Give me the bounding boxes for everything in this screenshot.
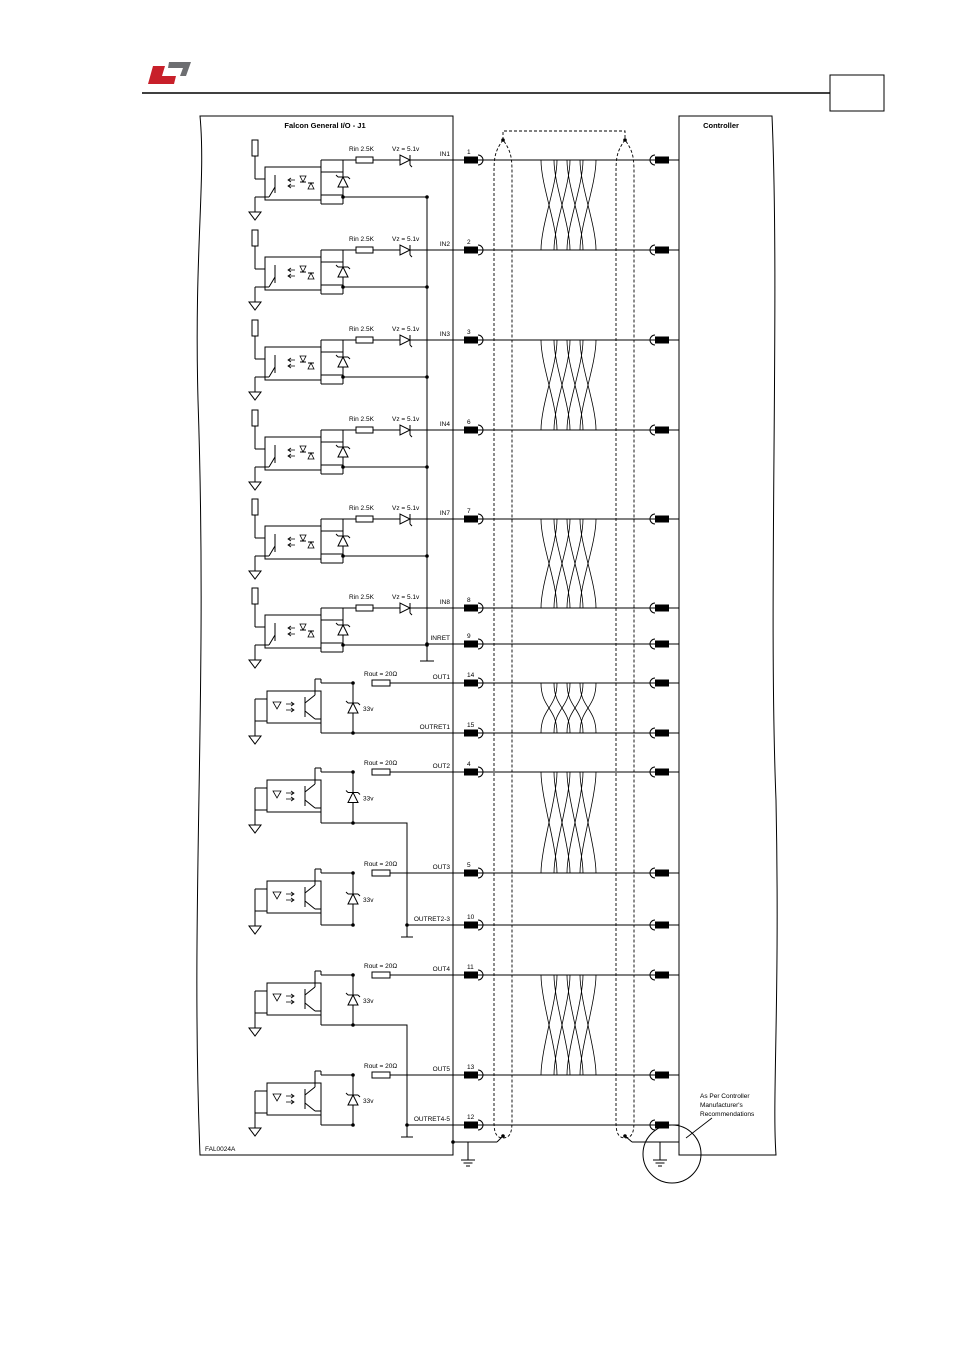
input-channel-6 [249,588,679,668]
connector-pin [464,680,478,687]
connector-pin [464,427,478,434]
connector-pin [464,972,478,979]
controller-pin [655,337,669,344]
return-channel-3 [407,1114,679,1130]
controller-pin [655,922,669,929]
signal-label: OUT3 [432,864,450,871]
falcon-panel-outline [197,116,453,1155]
pin-number: 6 [467,419,471,426]
signal-label: IN1 [439,151,450,158]
optocoupler [267,1083,321,1115]
pullup-resistor [252,499,258,515]
vz-label: Vz = 5.1v [392,594,420,601]
controller-panel-outline [679,116,777,1155]
optocoupler [267,780,321,812]
controller-pin [655,157,669,164]
connector-pin [464,870,478,877]
connector-pin [464,157,478,164]
input-channel-1 [249,140,679,220]
input-resistor [356,605,373,611]
connector-pin [464,922,478,929]
connector-pin [464,1122,478,1129]
controller-pin [655,730,669,737]
pin-number: 4 [467,761,471,768]
zener-label: 33v [363,795,374,803]
controller-pin [655,605,669,612]
controller-pin [655,870,669,877]
rin-label: Rin 2.5K [349,594,374,601]
pin-number: 14 [467,672,475,679]
page-number-box [830,75,884,111]
pullup-resistor [252,588,258,604]
twisted-pair [541,975,596,1075]
optocoupler [267,691,321,723]
controller-pin [655,516,669,523]
signal-label: OUT1 [432,674,450,681]
connector-pin [464,1072,478,1079]
signal-label: OUTRET2-3 [413,916,450,923]
pin-number: 1 [467,149,471,156]
rout-label: Rout = 20Ω [364,1063,398,1070]
pin-number: 13 [467,1064,475,1071]
output-resistor [372,680,390,686]
vz-label: Vz = 5.1v [392,505,420,512]
input-resistor [356,427,373,433]
outret23-bus [353,823,407,937]
pullup-resistor [252,320,258,336]
zener-label: 33v [363,706,374,713]
pullup-resistor [252,230,258,246]
signal-label: IN3 [439,331,450,338]
rout-label: Rout = 20Ω [364,861,398,868]
output-resistor [372,870,390,876]
rout-label: Rout = 20Ω [364,963,398,970]
pin-number: 12 [467,1114,475,1121]
controller-pin [655,427,669,434]
rout-label: Rout = 20Ω [364,760,398,767]
pin-number: 7 [467,508,471,515]
falcon-panel-title: Falcon General I/O - J1 [284,121,366,130]
cable-shield-right [616,140,634,1138]
input-zener [400,245,410,255]
chassis-ground-left [451,1136,503,1166]
controller-ground [625,1093,755,1183]
controller-pin [655,972,669,979]
recommendation-circle [643,1125,701,1183]
input-zener [400,514,410,524]
controller-pin [655,641,669,648]
controller-pin [655,1072,669,1079]
vz-label: Vz = 5.1v [392,146,420,153]
connector-pin [464,247,478,254]
rin-label: Rin 2.5K [349,505,374,512]
twisted-pair [541,519,596,608]
input-resistor [356,337,373,343]
rin-label: Rin 2.5K [349,236,374,243]
output-resistor [372,1072,390,1078]
pin-number: 9 [467,633,471,640]
rout-label: Rout = 20Ω [364,671,398,678]
connector-pin [464,605,478,612]
pin-number: 8 [467,597,471,604]
input-channel-5 [249,499,679,579]
connector-pin [464,641,478,648]
controller-pin [655,769,669,776]
outret45-bus [353,1025,407,1137]
input-zener [400,155,410,165]
return-channel-2 [407,914,679,930]
signal-label: IN2 [439,241,450,248]
signal-label: IN4 [439,421,450,428]
output-resistor [372,769,390,775]
inret-channel [427,633,679,649]
rin-label: Rin 2.5K [349,146,374,153]
figure-id: FAL0024A [205,1146,236,1153]
input-resistor [356,247,373,253]
logo-gray-shape [168,62,191,76]
zener-label: 33v [363,897,374,904]
signal-label: IN8 [439,599,450,606]
input-resistor [356,157,373,163]
connector-pin [464,337,478,344]
rin-label: Rin 2.5K [349,326,374,333]
input-channel-4 [249,410,679,490]
signal-label: OUTRET1 [419,724,450,731]
zener-label: 33v [363,1098,374,1105]
input-channel-3 [249,320,679,400]
input-resistor [356,516,373,522]
input-channel-2 [249,230,679,310]
optocoupler [267,983,321,1015]
input-zener [400,425,410,435]
output-channel-2 [249,760,679,833]
controller-pin [655,680,669,687]
zener-label: 33v [363,998,374,1005]
return-channel-1 [353,722,679,738]
controller-panel-title: Controller [703,121,739,130]
twisted-pair [541,340,596,430]
signal-label: IN7 [439,510,450,517]
connector-pin [464,769,478,776]
recommendation-text: As Per Controller Manufacturer's Recommendations [700,1093,755,1118]
pin-number: 5 [467,862,471,869]
output-resistor [372,972,390,978]
pin-number: 10 [467,914,475,921]
input-zener [400,335,410,345]
pin-number: 3 [467,329,471,336]
signal-label: OUT5 [432,1066,450,1073]
signal-label: OUTRET4-5 [413,1116,450,1123]
vz-label: Vz = 5.1v [392,326,420,333]
pullup-resistor [252,140,258,156]
signal-label: INRET [430,635,450,642]
signal-label: OUT4 [432,966,450,973]
logo-red-shape [148,66,176,84]
company-logo [148,62,191,84]
pin-number: 15 [467,722,475,729]
twisted-pair [541,160,596,250]
rin-label: Rin 2.5K [349,416,374,423]
pin-number: 2 [467,239,471,246]
controller-pin [655,1122,669,1129]
vz-label: Vz = 5.1v [392,236,420,243]
connector-pin [464,730,478,737]
optocoupler [267,881,321,913]
twisted-pair [541,683,596,733]
shield-link [503,131,625,140]
vz-label: Vz = 5.1v [392,416,420,423]
controller-pin [655,247,669,254]
cable-shield-left [494,140,512,1138]
pin-number: 11 [467,964,474,971]
connector-pin [464,516,478,523]
twisted-pair [541,772,596,873]
signal-label: OUT2 [432,763,450,770]
pullup-resistor [252,410,258,426]
output-channel-4 [249,963,679,1036]
input-zener [400,603,410,613]
